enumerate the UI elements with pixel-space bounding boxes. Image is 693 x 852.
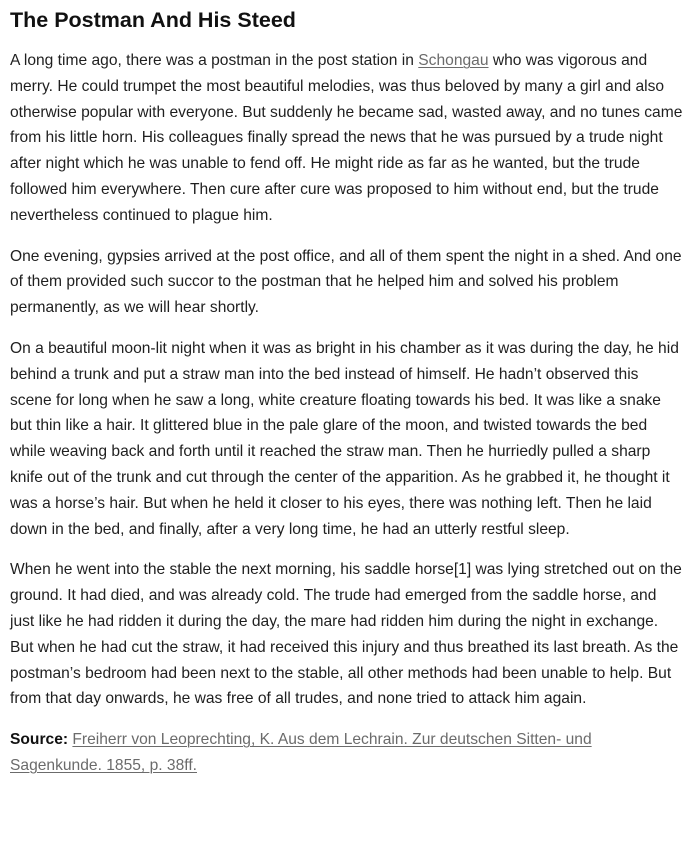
paragraph-1-text-after: who was vigorous and merry. He could trumpet the most beautiful melodies, was thus beloved by many a girl and also otherwise popular with everyone. But suddenly he became sad, wasted away, and no tunes came from his little horn. His colleagues finally spread the news that he was pursued by a trude night after night which he was unable to fend off. He might ride as far as he wanted, but the trude followed him everywhere. Then cure after cure was proposed to him without end, but the trude nevertheless continued to plague him. xyxy=(10,52,683,224)
paragraph-1-text-before: A long time ago, there was a postman in the post station in xyxy=(10,52,419,69)
source-link[interactable]: Freiherr von Leoprechting, K. Aus dem Lechrain. Zur deutschen Sitten- und Sagenkunde. 1855, p. 38ff. xyxy=(10,731,592,774)
article-title: The Postman And His Steed xyxy=(10,8,296,32)
source-label: Source: xyxy=(10,731,69,749)
source-citation xyxy=(10,727,683,779)
paragraph-1 xyxy=(10,48,683,229)
paragraph-4: When he went into the stable the next morning, his saddle horse[1] was lying stretched out on the ground. It had died, and was already cold. The trude had emerged from the saddle horse, and just like he had ridden it during the day, the mare had ridden him during the night in exchange. But when he had cut the straw, it had received this injury and thus breathed its last breath. As the postman’s bedroom had been next to the stable, all other methods had been unable to help. But from that day onwards, he was free of all trudes, and none tried to attack him again. xyxy=(10,561,682,708)
paragraph-2: One evening, gypsies arrived at the post office, and all of them spent the night in a shed. And one of them provided such succor to the postman that he helped him and solved his problem permanently, as we will hear shortly. xyxy=(10,247,682,317)
schongau-link[interactable]: Schongau xyxy=(418,52,489,69)
paragraph-3: On a beautiful moon-lit night when it was as bright in his chamber as it was during the day, he hid behind a trunk and put a straw man into the bed instead of himself. He hadn’t observed this scene for long when he saw a long, white creature floating towards his bed. It was like a snake but thin like a hair. It glittered blue in the pale glare of the moon, and twisted towards the bed while weaving back and forth until it reached the straw man. Then he hurriedly pulled a sharp knife out of the trunk and cut through the center of the apparition. As he grabbed it, he thought it was a horse’s hair. But when he held it closer to his eyes, there was nothing left. Then he laid down in the bed, and finally, after a very long time, he had an utterly restful sleep. xyxy=(10,339,679,538)
